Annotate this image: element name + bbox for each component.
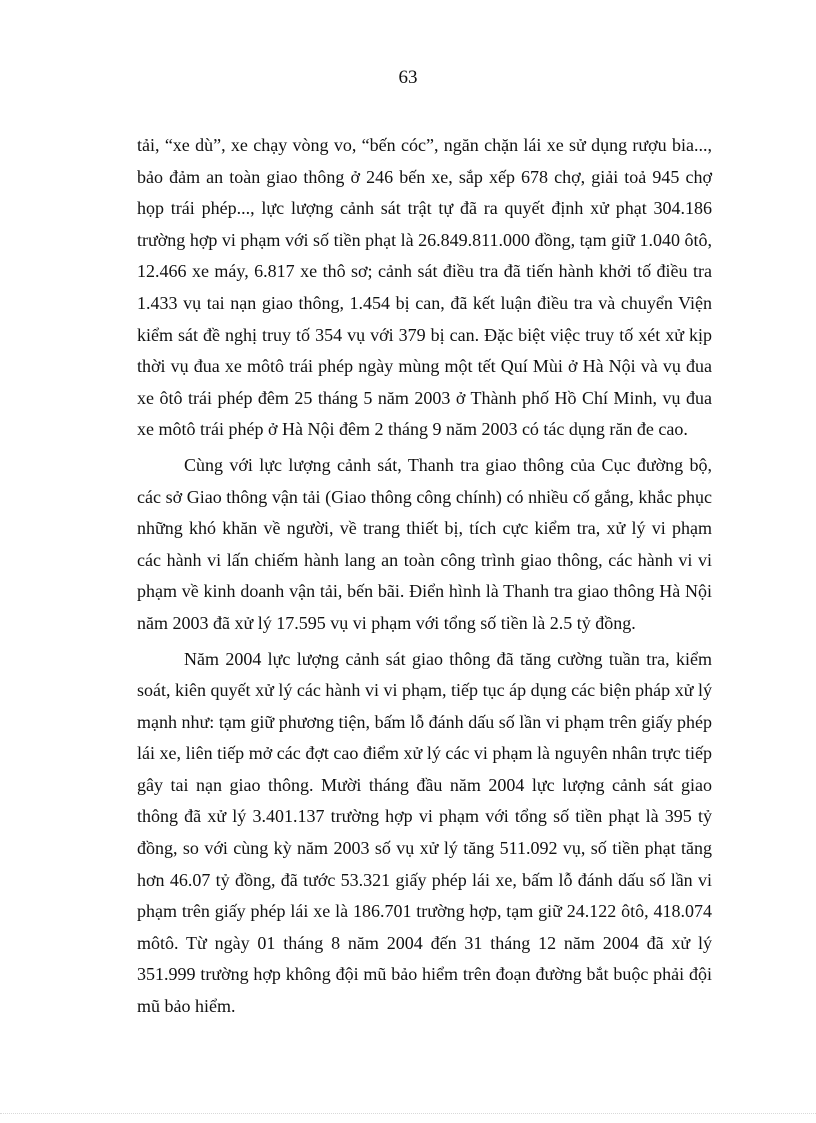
page-bottom-divider xyxy=(0,1113,816,1114)
paragraph-continued: tải, “xe dù”, xe chạy vòng vo, “bến cóc”, ngăn chặn lái xe sử dụng rượu bia..., bảo đảm an toàn giao thông ở 246 bến xe, sắp xếp 678 chợ, giải toả 945 chợ họp trái phép..., lực lượng cảnh sát trật tự đã ra quyết định xử phạt 304.186 trường hợp vi phạm với số tiền phạt là 26.849.811.000 đồng, tạm giữ 1.040 ôtô, 12.466 xe máy, 6.817 xe thô sơ; cảnh sát điều tra đã tiến hành khởi tố điều tra 1.433 vụ tai nạn giao thông, 1.454 bị can, đã kết luận điều tra và chuyển Viện kiểm sát đề nghị truy tố 354 vụ với 379 bị can. Đặc biệt việc truy tố xét xử kịp thời vụ đua xe môtô trái phép ngày mùng một tết Quí Mùi ở Hà Nội và vụ đua xe ôtô trái phép đêm 25 tháng 5 năm 2003 ở Thành phố Hồ Chí Minh, vụ đua xe môtô trái phép ở Hà Nội đêm 2 tháng 9 năm 2003 có tác dụng răn đe cao. xyxy=(137,135,712,440)
page-number: 63 xyxy=(398,67,418,88)
paragraph-2004-enforcement: Năm 2004 lực lượng cảnh sát giao thông đã tăng cường tuần tra, kiểm soát, kiên quyết xử lý các hành vi vi phạm, tiếp tục áp dụng các biện pháp xử lý mạnh như: tạm giữ phương tiện, bấm lỗ đánh dấu số lần vi phạm trên giấy phép lái xe, liên tiếp mở các đợt cao điểm xử lý các vi phạm là nguyên nhân trực tiếp gây tai nạn giao thông. Mười tháng đầu năm 2004 lực lượng cảnh sát giao thông đã xử lý 3.401.137 trường hợp vi phạm với tổng số tiền phạt là 395 tỷ đồng, so với cùng kỳ năm 2003 số vụ xử lý tăng 511.092 vụ, số tiền phạt tăng hơn 46.07 tỷ đồng, đã tước 53.321 giấy phép lái xe, bấm lỗ đánh dấu số lần vi phạm trên giấy phép lái xe là 186.701 trường hợp, tạm giữ 24.122 ôtô, 418.074 môtô. Từ ngày 01 tháng 8 năm 2004 đến 31 tháng 12 năm 2004 đã xử lý 351.999 trường hợp không đội mũ bảo hiểm trên đoạn đường bắt buộc phải đội mũ bảo hiểm. xyxy=(137,648,712,1017)
paragraph-traffic-inspection: Cùng với lực lượng cảnh sát, Thanh tra giao thông của Cục đường bộ, các sở Giao thông vận tải (Giao thông công chính) có nhiều cố gắng, khắc phục những khó khăn về người, về trang thiết bị, tích cực kiểm tra, xử lý vi phạm các hành vi lấn chiếm hành lang an toàn công trình giao thông, các hành vi vi phạm về kinh doanh vận tải, bến bãi. Điển hình là Thanh tra giao thông Hà Nội năm 2003 đã xử lý 17.595 vụ vi phạm với tổng số tiền là 2.5 tỷ đồng. xyxy=(137,454,712,633)
document-body xyxy=(137,130,712,1023)
